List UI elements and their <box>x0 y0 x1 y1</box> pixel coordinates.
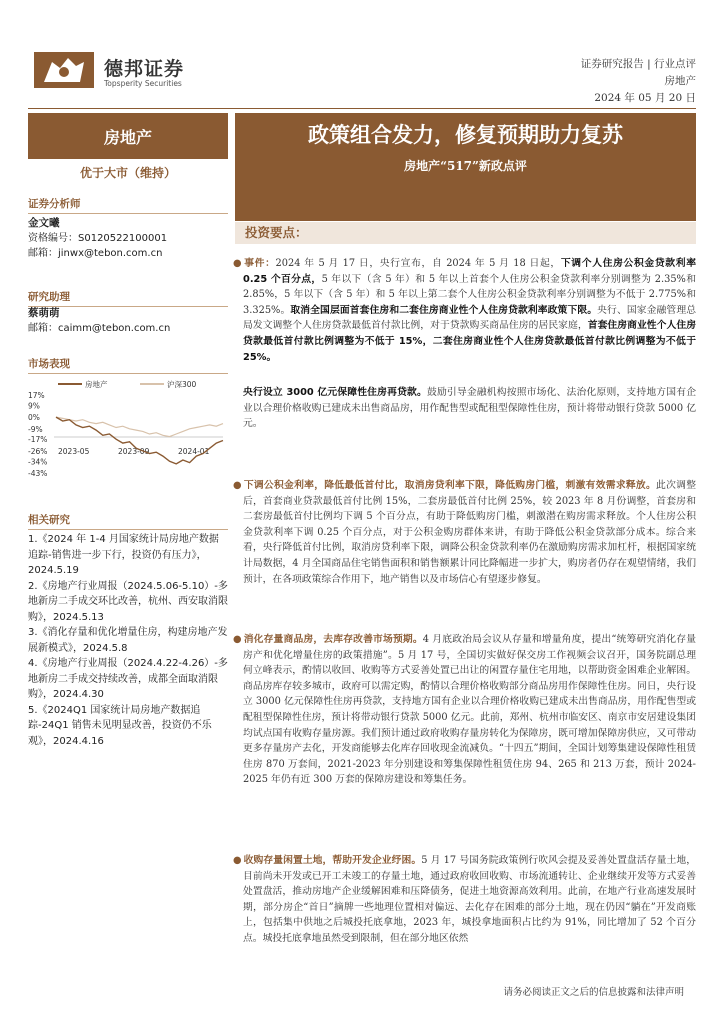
assistant-email[interactable]: 邮箱：caimm@tebon.com.cn <box>28 323 171 334</box>
analyst-email[interactable]: 邮箱：jinwx@tebon.com.cn <box>28 248 163 259</box>
tebon-logo <box>34 52 94 88</box>
rating: 优于大市（维持） <box>79 166 176 180</box>
x-tick-label: 2023-05 <box>58 447 90 456</box>
assistant-heading: 研究助理 <box>28 289 228 307</box>
legend-label-1: 沪深300 <box>167 380 197 389</box>
para-land: ● 收购存量闲置土地，帮助开发企业纾困。5 月 17 号国务院政策例行吹风会提及妥善处置盘活存量土地，目前尚未开发或已开工未竣工的存量土地，通过政府收回收购、市场流通转让、企业继续开发等方式妥善处置盘活，推动房地产企业缓解困难和压降债务，促进土地资源高效利用。此前，在地产行业高速发展时期，部分房企“首日”摘牌一些地理位置相对偏远、去化存在困难的部分土地，现在仍因“躺在”开发商账上，包括集中供地之后城投托底拿地，2023 年，城投拿地面积占比约为 91%，同比增加了 52 个百分点。城投托底拿地虽然受到限制，但在部分地区依然 <box>233 855 697 944</box>
header-sector: 房地产 <box>664 75 696 87</box>
assistant-info <box>28 306 228 336</box>
y-tick-label: 9% <box>28 401 40 411</box>
assistant-name: 蔡萌萌 <box>28 307 60 319</box>
y-tick-label: 0% <box>28 413 40 423</box>
series-line-realestate <box>56 417 223 464</box>
disclaimer-footer: 请务必阅读正文之后的信息披露和法律声明 <box>503 987 684 998</box>
analyst-name: 金文曦 <box>28 217 60 229</box>
analyst-info <box>28 216 228 261</box>
sector-label: 房地产 <box>28 113 228 159</box>
x-tick-label: 2024-01 <box>178 447 210 456</box>
y-tick-label: 17% <box>28 391 45 400</box>
report-title: 政策组合发力，修复预期助力复苏 <box>308 122 623 147</box>
related-item[interactable]: 2.《房地产行业周报（2024.5.06-5.10）-多地新房二手成交环比改善，杭州、西安取消限购》，2024.5.13 <box>28 580 228 623</box>
para-rate-cut: ● 下调公积金利率，降低最低首付比，取消房贷利率下限，降低购房门槛，刺激有效需求释放。此次调整后，首套商业贷款最低首付比例 15%，二套房最低首付比例 25%，较 2023 年 8 月份调整，首套房和二套房最低首付比例均下调 5 个百分点，有助于降低购房门槛，刺激潜在购房需求释放。个人住房公积金贷款利率下调 0.25 个百分点，对于公积金购房群体来讲，有助于降低公积金贷款部分成本。综合来看，央行降低首付比例，取消房贷利率下限，调降公积金贷款利率仍在激励购房需求加杠杆，根据国家统计局数据，4 月全国商品住宅销售面积和销售额累计同比降幅进一步扩大，购房者仍存在观望情绪，我们预计，在各项政策综合作用下，地产销售以及市场信心有望逐步修复。 <box>233 480 697 585</box>
points-heading: 投资要点： <box>235 222 696 244</box>
y-tick-label: -34% <box>28 457 48 467</box>
y-tick-label: -26% <box>28 446 48 456</box>
related-item[interactable]: 1.《2024 年 1-4 月国家统计局房地产数据追踪-销售进一步下行，投资仍有压力》，2024.5.19 <box>28 534 219 576</box>
para-relending: 央行设立 3000 亿元保障性住房再贷款。鼓励引导金融机构按照市场化、法治化原则，支持地方国有企业以合理价格收购已建成未出售商品房，用作配售型或配租型保障性住房，预计将带动银行贷款 5000 亿元。 <box>243 387 696 430</box>
related-list <box>28 532 228 749</box>
report-subtitle: 房地产“517”新政点评 <box>404 159 527 173</box>
logo-subtext: Topsperity Securities <box>104 79 182 88</box>
analyst-heading: 证券分析师 <box>28 196 228 214</box>
related-item[interactable]: 4.《房地产行业周报（2024.4.22-4.26）-多地新房二手成交持续改善，成都全面取消限购》，2024.4.30 <box>28 658 228 700</box>
logo-text: 德邦证券 <box>104 58 185 80</box>
y-tick-label: -9% <box>28 424 43 434</box>
market-chart <box>28 377 228 477</box>
related-item[interactable]: 5.《2024Q1 国家统计局房地产数据追踪-24Q1 销售未见明显改善，投资仍不乐观》，2024.4.16 <box>28 704 212 747</box>
report-date: 2024 年 05 月 20 日 <box>594 92 696 104</box>
para-inventory: ● 消化存量商品房，去库存改善市场预期。4 月底政治局会议从存量和增量角度，提出“统筹研究消化存量房产和优化增量住房的政策措施”。5 月 17 号，全国切实做好保交房工作视频会议召开，国务院副总理何立峰表示，酌情以收回、收购等方式妥善处置已出让的闲置存量住宅用地，以帮助资金困难企业解困。商品房库存较多城市，政府可以需定购，酌情以合理价格收购部分商品房用作保障性住房。同日，央行设立 3000 亿元保障性住房再贷款，支持地方国有企业以合理价格收购已建成未出售商品房，用作配售型或配租型保障性住房，预计将带动银行贷款 5000 亿元。此前，郑州、杭州市临安区、南京市安居建设集团均试点国有收购存量房源。我们预计通过政府收购存量房转化为保障房，既可增加保障房供应，又可带动更多存量房产去化，开发商能够去化库存回收现金流减负。“十四五”期间，全国计划筹集建设保障性租赁住房 870 万套间，2021-2023 年分别建设和筹集保障性租赁住房 94、265 和 213 万套，预计 2024-2025 年仍有近 300 万套的保障房建设和筹集任务。 <box>233 634 696 786</box>
y-tick-label: -17% <box>28 435 48 445</box>
header-divider <box>28 108 696 109</box>
analyst-cert: 资格编号：S0120522100001 <box>28 233 168 244</box>
header-meta <box>581 56 696 107</box>
report-type: 证券研究报告 | 行业点评 <box>580 58 696 70</box>
title-banner <box>235 113 696 221</box>
related-heading: 相关研究 <box>28 512 228 530</box>
x-tick-label: 2023-09 <box>118 447 150 456</box>
market-heading: 市场表现 <box>28 356 228 374</box>
y-tick-label: -43% <box>28 469 48 477</box>
related-item[interactable]: 3.《消化存量和优化增量住房，构建房地产发展新模式》，2024.5.8 <box>28 627 228 654</box>
para-event: ● 事件：2024 年 5 月 17 日，央行宣布，自 2024 年 5 月 18 日起，下调个人住房公积金贷款利率 0.25 个百分点，5 年以下（含 5 年）和 5 年以上首套个人住房公积金贷款利率分别调整为 2.35%和 2.85%，5 年以下（含 5 年）和 5 年以上第二套个人住房公积金贷款利率分别调整为不低于 2.775%和 3.325%。取消全国层面首套住房和二套住房商业性个人住房贷款利率政策下限。央行、国家金融管理总局发文调整个人住房贷款最低首付款比例，对于贷款购买商品住房的居民家庭，首套住房商业性个人住房贷款最低首付款比例调整为不低于 15%，二套住房商业性个人住房贷款最低首付款比例调整为不低于 25%。 <box>233 258 697 363</box>
legend-label-0: 房地产 <box>85 380 108 389</box>
